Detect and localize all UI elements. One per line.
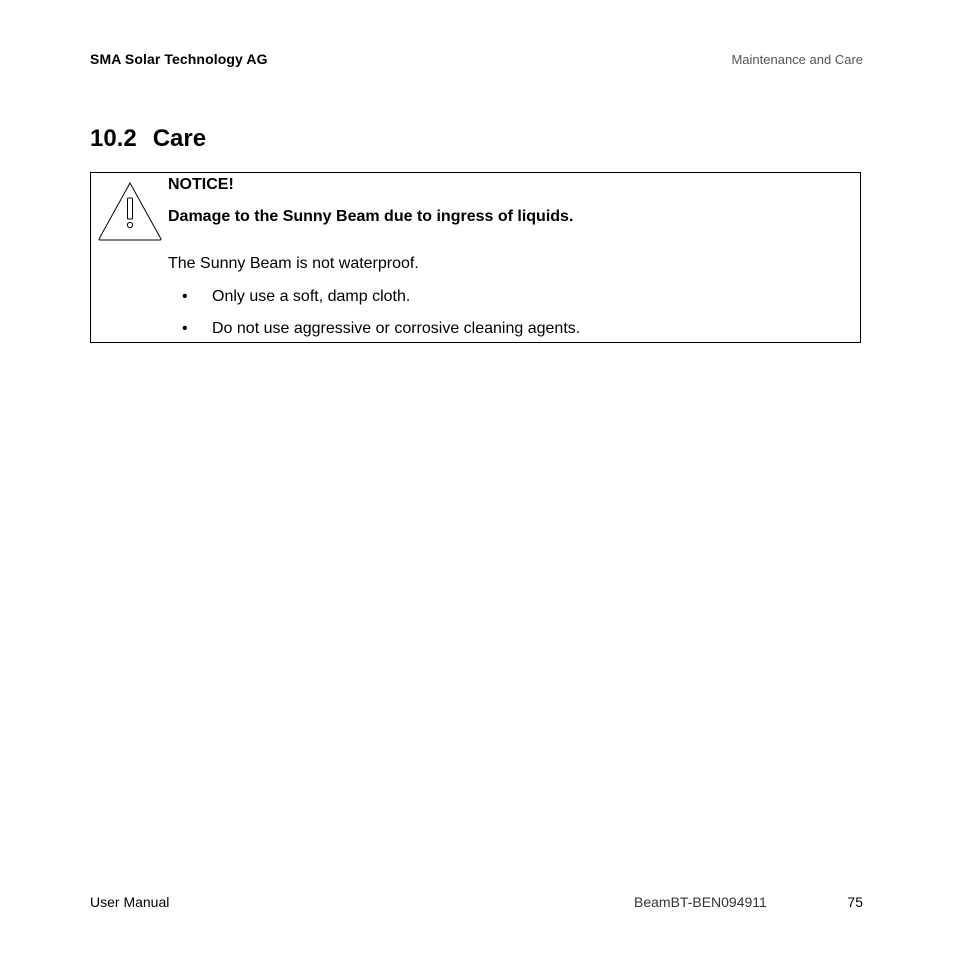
bullet-icon: • bbox=[182, 288, 188, 305]
list-item-text: Only use a soft, damp cloth. bbox=[212, 288, 411, 305]
footer-manual-label: User Manual bbox=[90, 894, 170, 910]
warning-triangle-icon bbox=[97, 181, 163, 241]
list-item bbox=[168, 319, 580, 351]
notice-instructions-list bbox=[168, 287, 580, 351]
list-item-text: Do not use aggressive or corrosive cleaning agents. bbox=[212, 320, 581, 337]
notice-box bbox=[90, 172, 861, 343]
footer-document-code: BeamBT-BEN094911 bbox=[634, 894, 767, 910]
section-number: 10.2 bbox=[90, 125, 137, 152]
company-name: SMA Solar Technology AG bbox=[90, 51, 268, 67]
page-number: 75 bbox=[847, 894, 863, 910]
bullet-icon: • bbox=[182, 320, 188, 337]
section-title: Care bbox=[152, 125, 207, 152]
notice-body-text: The Sunny Beam is not waterproof. bbox=[168, 255, 419, 272]
chapter-title: Maintenance and Care bbox=[731, 52, 863, 67]
section-heading bbox=[90, 125, 206, 153]
notice-heading: NOTICE! bbox=[168, 176, 234, 193]
list-item bbox=[168, 287, 580, 319]
notice-subheading: Damage to the Sunny Beam due to ingress of liquids. bbox=[168, 208, 574, 225]
